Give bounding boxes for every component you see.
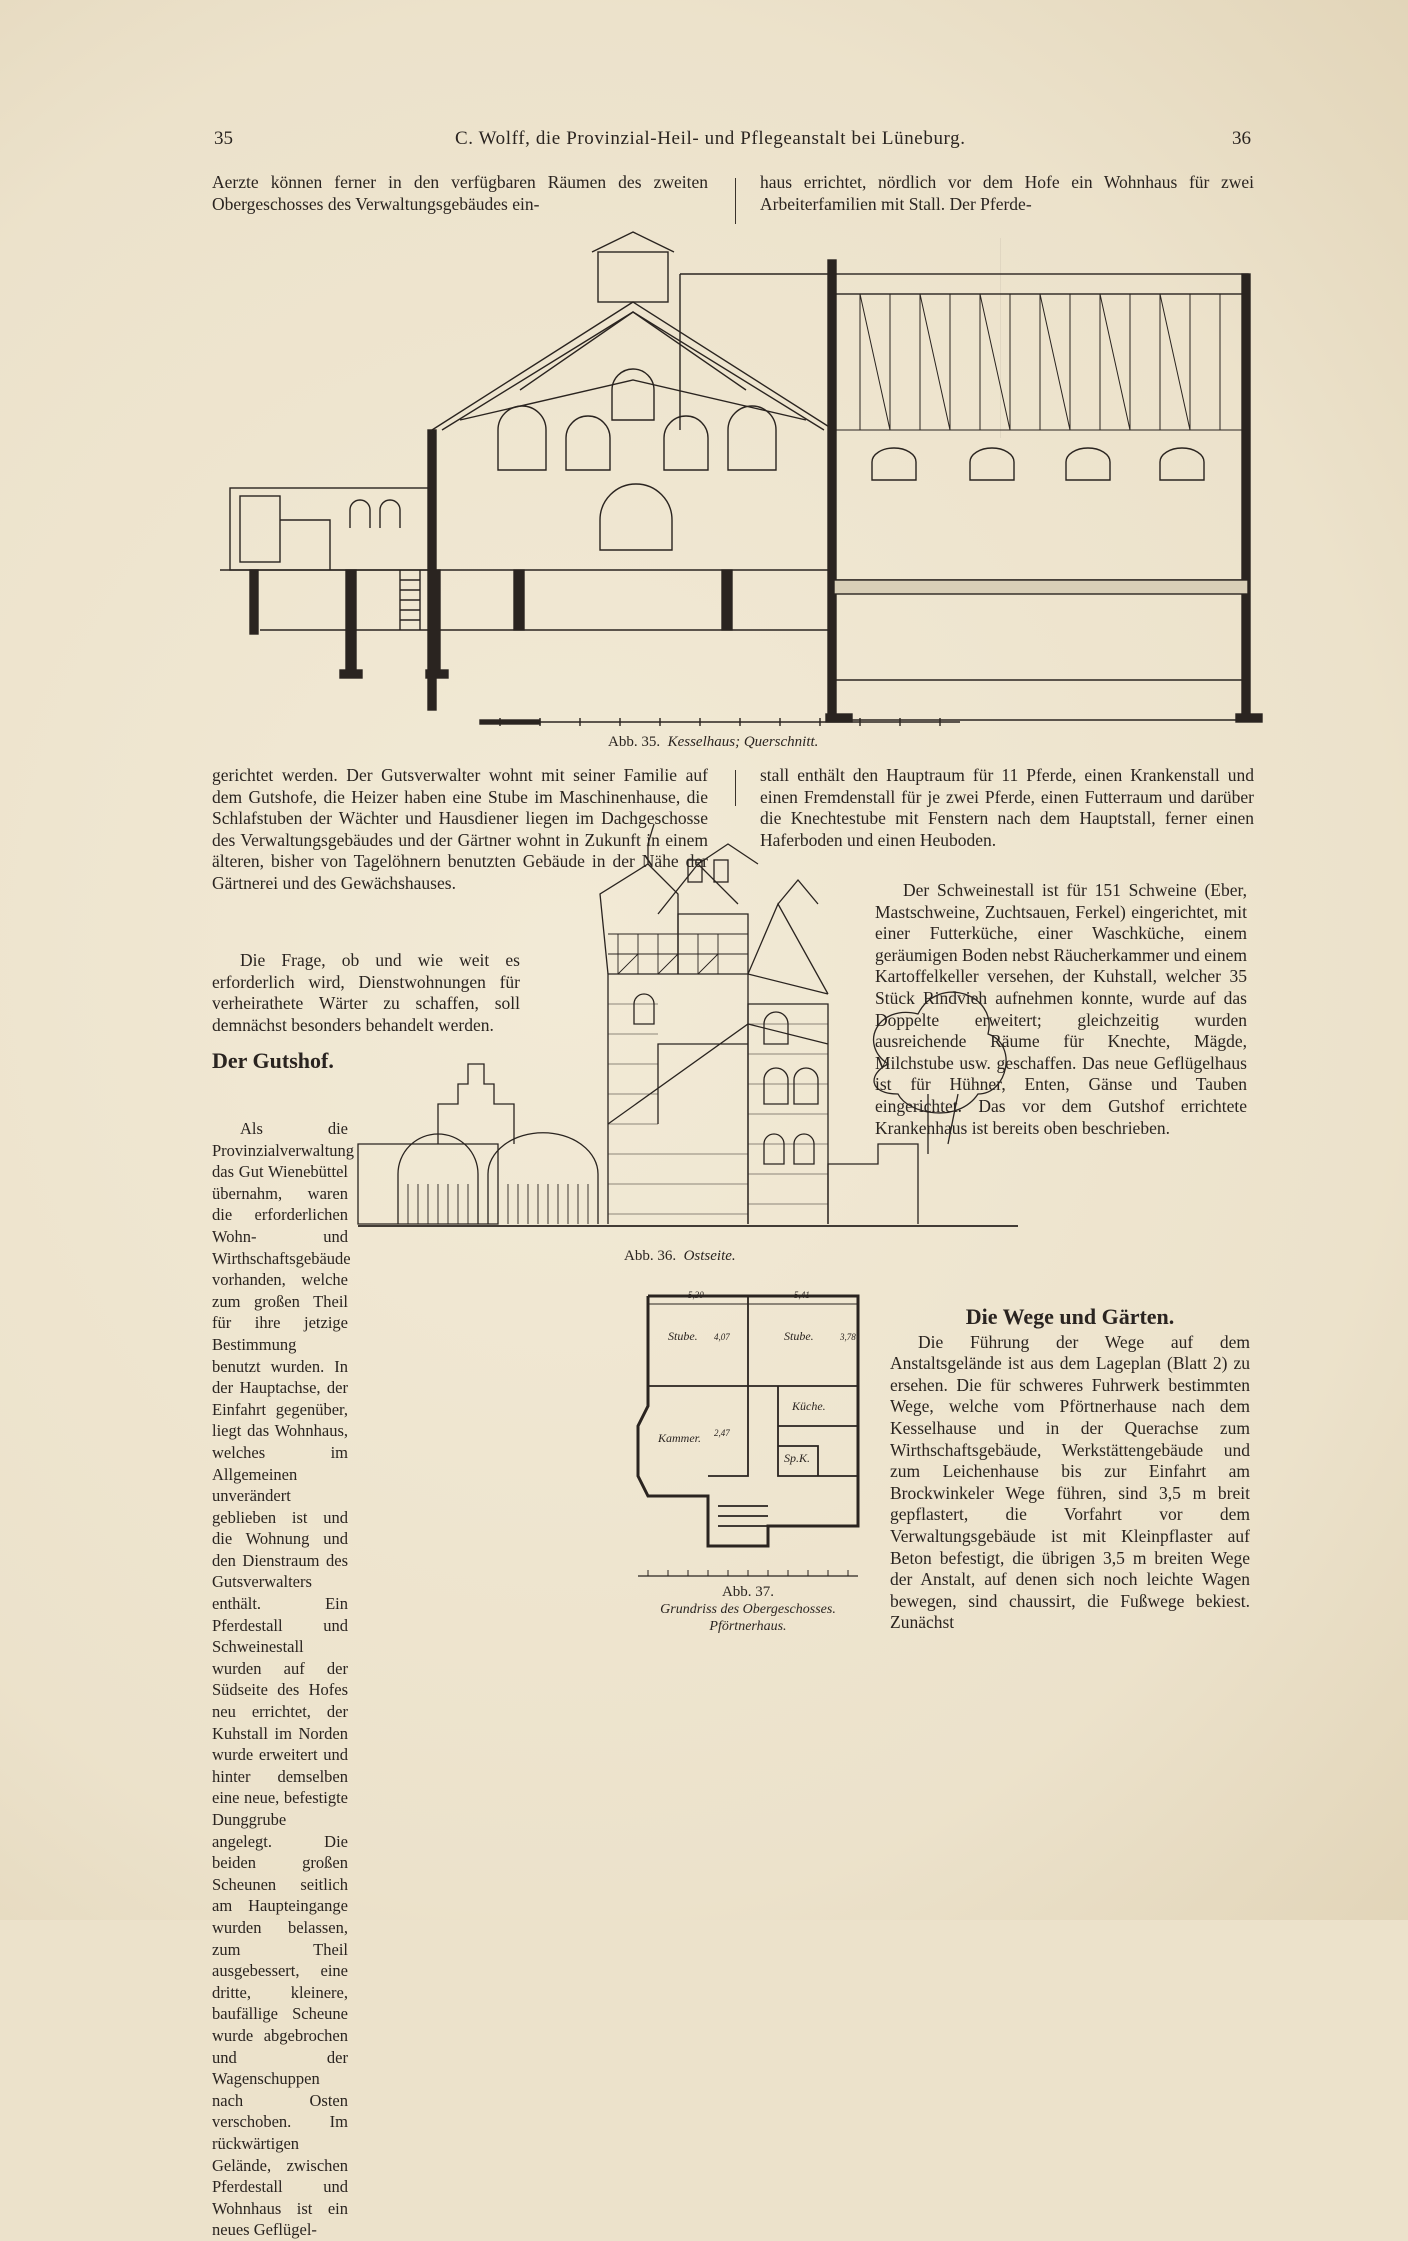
figure-36-caption: Abb. 36. Ostseite. [624,1248,736,1264]
top-right-text: haus errichtet, nördlich vor dem Hofe ein Wohnhaus für zwei Arbeiterfamilien mit Stall. Der Pferde- [760,172,1254,214]
top-left-text: Aerzte können ferner in den verfügbaren Räumen des zweiten Obergeschosses des Verwaltungsgebäudes ein- [212,172,708,214]
room-label-kueche: Küche. [792,1399,826,1413]
left-column-text: gerichtet werden. Der Gutsverwalter wohnt mit seiner Familie auf dem Gutshofe, die Heizer haben eine Stube im Maschinenhause, die Schlafstuben der Wächter und Hausdiener liegen im Dachgeschosse des Verwaltungsgebäudes und der Gärtner wohnt in Zukunft in einem älteren, bisher von Tagelöhnern benutzten Gebäude in der Nähe der Gärtnerei und des Gewächshauses. [212,765,708,893]
figure-35-caption: Abb. 35. Kesselhaus; Querschnitt. [608,734,819,750]
left-column-text-3: Als die Provinzialverwaltung das Gut Wienebüttel übernahm, waren die erforderlichen Wohn- und Wirthschaftsgebäude vorhanden, welche zum großen Theil für ihre jetzige Bestimmung benutzt wurden. In der Hauptachse, der Einfahrt gegenüber, liegt das Wohnhaus, welches im Allgemeinen unverändert geblieben ist und die Wohnung und den Dienstraum des Gutsverwalters enthält. Ein Pferdestall und Schweinestall wurden auf der Südseite des Hofes neu errichtet, der Kuhstall im Norden wurde erweitert und hinter demselben eine neue, befestigte Dunggrube angelegt. Die beiden großen Scheunen seitlich am Haupteingange wurden belassen, zum Theil ausgebessert, eine dritte, kleinere, baufällige Scheune wurde abgebrochen und der Wagenschuppen nach Osten verschoben. Im rückwärtigen Gelände, zwischen Pferdestall und Wohnhaus ist ein neues Geflügel- [212,1119,355,2240]
heading-gutshof: Der Gutshof. [212,1048,334,1074]
room-label-stube-2: Stube. [784,1329,814,1343]
figure-37-caption: Abb. 37. Grundriss des Obergeschosses. Pförtnerhaus. [660,1584,836,1634]
column-divider-2 [735,770,736,806]
room-label-speisekammer: Sp.K. [784,1451,811,1465]
pfoertnerhaus-floor-plan-drawing [618,1276,878,1576]
heading-wege-gaerten: Die Wege und Gärten. [965,1304,1175,1329]
dim-label-2: 5,41 [794,1290,810,1300]
page-number-left: 35 [214,128,233,149]
right-column-text: Der Schweinestall ist für 151 Schweine (Eber, Mastschweine, Zuchtsauen, Ferkel) eingerichtet, mit einer Futterküche, einer Waschküche, einem geräumigen Boden nebst Räucherkammer und einem Kartoffelkeller versehen, der Kuhstall, welcher 35 Stück Rindvieh aufnehmen konnte, wurde auf das Doppelte erweitert; gleichzeitig wurden ausreichende Räume für Knechte, Mägde, Milchstube usw. geschaffen. Das neue Geflügelhaus ist für Hühner, Enten, Gänse und Tauben eingerichtet. Das vor dem Gutshof errichtete Krankenhaus ist bereits oben beschrieben. [875,880,1247,1138]
left-column-text-2: Die Frage, ob und wie weit es erforderlich wird, Dienstwohnungen für verheirathete Wärter zu schaffen, soll demnächst besonders behandelt werden. Der Gutshof. [212,950,520,1074]
dim-label-1: 5,30 [688,1290,704,1300]
room-label-stube-1: Stube. [668,1329,698,1343]
show-through-texture [1000,238,1210,438]
right-column-text-lower: Die Wege und Gärten. Die Führung der Wege auf dem Anstaltsgelände ist aus dem Lageplan (Blatt 2) zu ersehen. Die für schweres Fuhrwerk bestimmten Wege, welche vom Pförtnerhause nach dem Kesselhause und in der Querachse zum Wirthschaftsgebäude, Werkstättengebäude und zum Leichenhause bis zur Einfahrt am Brockwinkeler Wege führen, sind 3,5 m breit gepflastert, die Vorfahrt vor dem Verwaltungsgebäude ist mit Kleinpflaster auf Beton befestigt, die übrigen 3,5 m breiten Wege der Anstalt, auf denen sich noch leichte Wagen bewegen, sind chaussirt, die Fußwege bekiest. Zunächst [890,1304,1250,1633]
dim-label-4: 4,07 [714,1332,730,1342]
column-divider [735,178,736,224]
right-column-text-upper: stall enthält den Hauptraum für 11 Pferde, einen Krankenstall und einen Fremdenstall für je zwei Pferde, einen Futterraum und darüber die Knechtestube mit Fenstern nach dem Hauptstall, ferner einen Haferboden und einen Heuboden. [760,765,1254,850]
room-label-kammer: Kammer. [658,1431,702,1445]
dim-label-3: 3,78 [840,1332,856,1342]
running-title: C. Wolff, die Provinzial-Heil- und Pflegeanstalt bei Lüneburg. [455,128,966,149]
page-number-right: 36 [1232,128,1251,149]
dim-label-5: 2,47 [714,1428,730,1438]
